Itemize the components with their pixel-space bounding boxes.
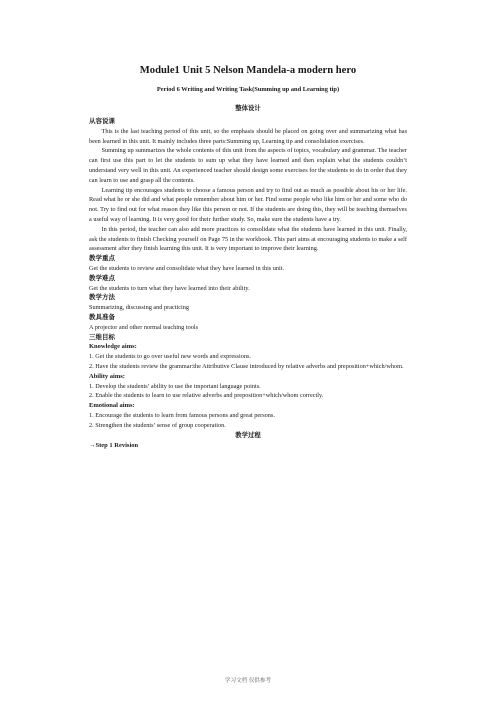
emotional-aim-item: 1. Encourage the students to learn from famous persons and great persons. [89,411,275,419]
method-heading: 教学方法 [89,294,115,302]
page-footer: 学习文档 仅供参考 [224,678,272,684]
intro-paragraph-3: Learning tip encourages students to choose a famous person and try to find out as much as possible about his or her life. Read what he or she did and what people remember about him or her. Find some people who like him or her and some who do not. Try to find out for what reason they like this person or not. If the students are doing this, they will be teaching themselves a useful way of learning. It is very good for their further study. So, make sure the students have a try. [89,186,407,223]
intro-heading: 从容说课 [89,118,115,125]
tools-text: A projector and other normal teaching tools [89,323,198,331]
step-1-heading: →Step 1 Revision [89,441,139,449]
ability-aims-heading: Ability aims: [89,372,125,380]
document-body [89,64,407,450]
tools-heading: 教具准备 [89,313,115,321]
aims-heading: 三维目标 [89,333,115,341]
knowledge-aim-item: 1. Get the students to go over useful new words and expressions. [89,353,251,361]
difficulty-heading: 教学难点 [89,274,115,282]
section-heading-overall: 整体设计 [235,105,261,112]
ability-aim-item: 1. Develop the students’ ability to use the important language points. [89,382,261,390]
difficulty-text: Get the students to turn what they have learned into their ability. [89,284,250,292]
intro-paragraph-4: In this period, the teacher can also add more practices to consolidate what the students have learned in this unit. Finally, ask the students to finish Checking yourself on Page 75 in the workbook. This part aims at encouraging students to make a self assessment after they finish learning this unit. It is very important to improve their learning. [89,225,407,253]
emotional-aim-item: 2. Strengthen the students’ sense of group cooperation. [89,421,226,429]
emotional-aims-heading: Emotional aims: [89,402,135,410]
intro-paragraph-2: Summing up summarizes the whole contents of this unit from the aspects of topics, vocabulary and grammar. The teacher can first use this part to let the students to sum up what they have learned and then explain what the students couldn’t understand very well in this unit. An experienced teacher should design some exercises for the students to do in order that they can learn to use and grasp all the contents. [89,147,407,184]
ability-aim-item: 2. Enable the students to learn to use relative adverbs and preposition+which/whom correctly. [89,392,324,400]
section-heading-process: 教学过程 [235,431,261,439]
focus-heading: 教学重点 [89,255,115,263]
period-subtitle: Period 6 Writing and Writing Task(Summing up and Learning tip) [156,86,340,93]
page-title: Module1 Unit 5 Nelson Mandela-a modern hero [139,65,357,76]
focus-text: Get the students to review and consolidate what they have learned in this unit. [89,264,285,272]
knowledge-aims-heading: Knowledge aims: [89,343,137,351]
intro-paragraph-1: This is the last teaching period of this unit, so the emphasis should be placed on going over and summarizing what has been learned in this unit. It mainly includes three parts:Summing up, Learning tip and consolidation exercises. [89,127,407,145]
knowledge-aim-item: 2. Have the students review the grammar:the Attributive Clause introduced by relative adverbs and preposition+which/whom. [89,362,404,370]
method-text: Summarizing, discussing and practicing [89,304,189,312]
